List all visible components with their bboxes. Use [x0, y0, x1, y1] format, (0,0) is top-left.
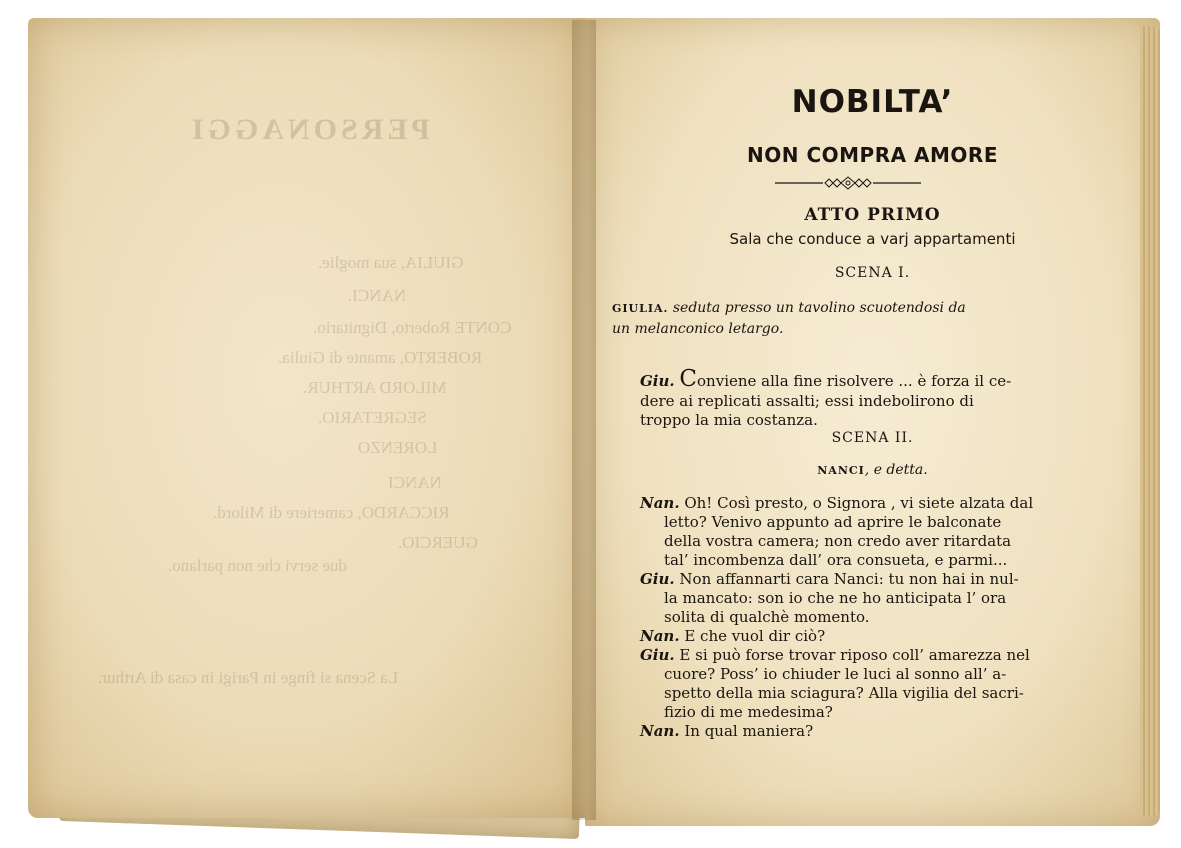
- dialogue-line: [640, 494, 1033, 513]
- bleed-through-line: GUERCIO.: [398, 533, 478, 552]
- dialogue-text: Non affannarti cara Nanci: tu non hai in nul-: [679, 570, 1019, 588]
- speaker: Giu.: [640, 646, 675, 664]
- dialogue-line: troppo la mia costanza.: [640, 411, 818, 429]
- speaker: Giu.: [640, 570, 675, 588]
- stage-character: NANCI: [817, 464, 865, 477]
- scene1-heading: SCENA I.: [834, 265, 911, 281]
- scene2-heading: SCENA II.: [831, 430, 914, 446]
- title-main: NOBILTA’: [791, 84, 954, 120]
- act-title: ATTO PRIMO: [804, 205, 941, 225]
- bleed-through-line: GIULIA, sua moglie.: [318, 253, 464, 272]
- dialogue-line: [640, 722, 813, 741]
- bleed-through-line: due servi che non parlano.: [168, 556, 347, 575]
- bleed-through-line: SEGRETARIO.: [318, 408, 427, 427]
- dialogue-line: della vostra camera; non credo aver ritardata: [664, 532, 1012, 550]
- bleed-through-line: ROBERTO, amante di Giulia.: [278, 348, 483, 367]
- dialogue-line: tal’ incombenza dall’ ora consueta, e parmi...: [664, 551, 1008, 569]
- speaker: Nan.: [640, 494, 680, 512]
- left-page: [28, 18, 588, 818]
- bleed-through-line: LORENZO: [358, 438, 438, 457]
- stage-text: un melanconico letargo.: [612, 321, 784, 337]
- dialogue-text: In qual maniera?: [684, 722, 814, 740]
- dialogue-line: fizio di me medesima?: [664, 703, 833, 721]
- dialogue-text: Oh! Così presto, o Signora , vi siete alzata dal: [684, 494, 1034, 512]
- ornament-divider-icon: [773, 173, 923, 193]
- speaker: Nan.: [640, 722, 680, 740]
- dialogue-line: spetto della mia sciagura? Alla vigilia del sacri-: [664, 684, 1024, 702]
- scene1-stage-direction: [612, 298, 1042, 339]
- bleed-through-line: RICCARDO, cameriere di Milord.: [213, 503, 450, 522]
- dialogue-line: cuore? Poss’ io chiuder le luci al sonno all’ a-: [664, 665, 1007, 683]
- bleed-through-line: La Scena si finge in Parigi in casa di Arthur.: [98, 668, 399, 687]
- dialogue-text: onviene alla fine risolvere ... è forza il ce-: [697, 372, 1012, 390]
- stage-character: GIULIA.: [612, 302, 669, 315]
- speaker: Giu.: [640, 372, 675, 390]
- dialogue-line: letto? Venivo appunto ad aprire le balconate: [664, 513, 1002, 531]
- scene2-stage-direction: [585, 460, 1160, 481]
- dialogue-line: dere ai replicati assalti; essi indebolirono di: [640, 392, 974, 410]
- dialogue-text: E si può forse trovar riposo coll’ amarezza nel: [679, 646, 1030, 664]
- dialogue-line: la mancato: son io che ne ho anticipata l’ ora: [664, 589, 1007, 607]
- bleed-through-line: CONTE Roberto, Dignitario.: [313, 318, 512, 337]
- drop-initial: C: [679, 366, 698, 392]
- stage-text: seduta presso un tavolino scuotendosi da: [672, 300, 966, 316]
- dialogue-line: solita di qualchè momento.: [664, 608, 870, 626]
- bleed-through-line: MILORD ARTHUR.: [303, 378, 447, 397]
- bleed-through-line: NANCI: [388, 473, 442, 492]
- bleed-through-line: NANCI.: [348, 286, 407, 305]
- speaker: Nan.: [640, 627, 680, 645]
- gutter: [572, 20, 596, 820]
- bleed-through-title: PERSONAGGI: [188, 113, 430, 146]
- dialogue-line: [640, 627, 825, 646]
- setting-description: Sala che conduce a varj appartamenti: [729, 230, 1016, 248]
- title-sub: NON COMPRA AMORE: [747, 143, 998, 167]
- stage-text: , e detta.: [864, 462, 928, 478]
- dialogue-text: E che vuol dir ciò?: [684, 627, 826, 645]
- dialogue-line: [640, 366, 1012, 392]
- dialogue-line: [640, 646, 1030, 665]
- dialogue-line: [640, 570, 1019, 589]
